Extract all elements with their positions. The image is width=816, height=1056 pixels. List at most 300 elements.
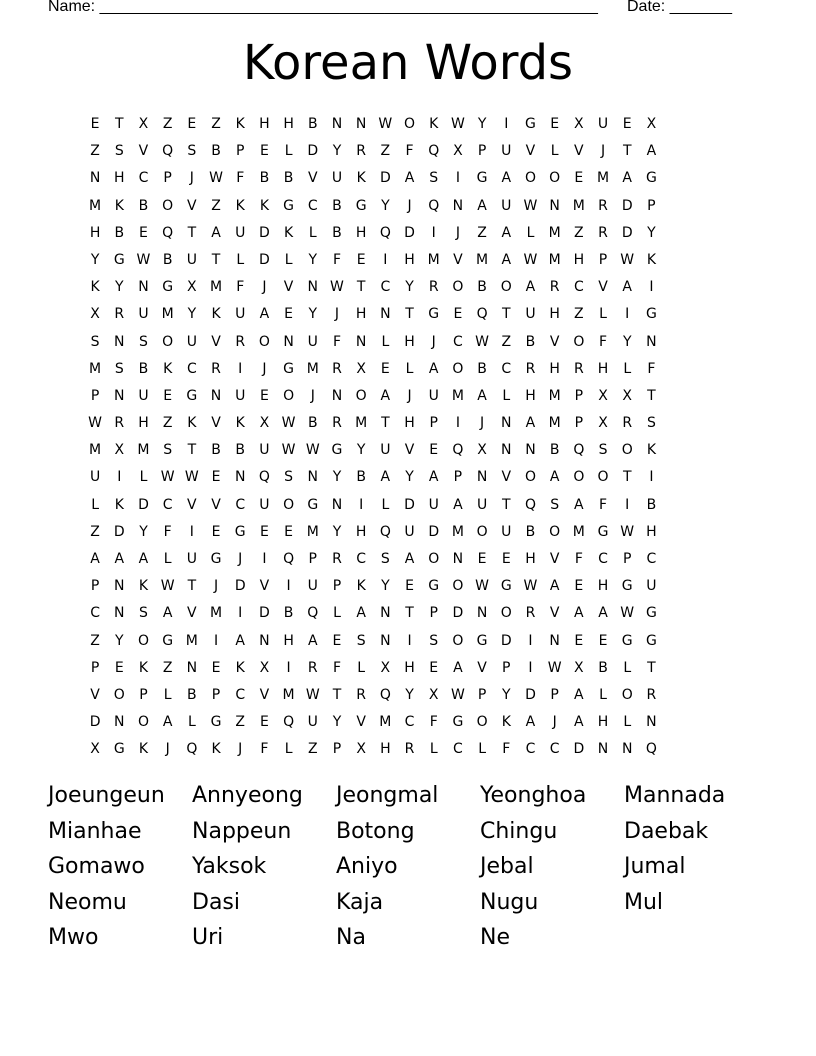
grid-letter: H	[597, 578, 609, 595]
grid-letter: R	[549, 279, 560, 296]
grid-letter: Y	[356, 442, 366, 459]
grid-letter: Z	[162, 415, 173, 432]
grid-letter: I	[649, 279, 654, 296]
grid-letter: M	[306, 523, 319, 540]
grid-letter: Y	[187, 306, 197, 323]
grid-letter: N	[114, 578, 125, 595]
grid-letter: X	[646, 116, 657, 132]
grid-letter: C	[356, 551, 367, 567]
grid-letter: H	[114, 170, 125, 187]
grid-letter: A	[259, 306, 270, 323]
grid-letter: L	[623, 714, 632, 731]
grid-letter: J	[189, 170, 194, 187]
grid-letter: E	[139, 224, 148, 241]
grid-letter: M	[596, 170, 610, 187]
grid-letter: D	[259, 251, 270, 268]
grid-letter: L	[163, 686, 172, 703]
grid-letter: T	[187, 442, 197, 459]
grid-letter: K	[235, 116, 245, 132]
grid-letter: T	[502, 496, 511, 513]
grid-letter: C	[138, 170, 149, 187]
grid-letter: P	[235, 143, 245, 160]
grid-letter: K	[356, 578, 366, 595]
grid-letter: C	[598, 551, 608, 567]
grid-letter: V	[187, 496, 197, 513]
grid-letter: X	[138, 116, 149, 132]
grid-letter: J	[552, 714, 557, 731]
grid-letter: G	[525, 116, 536, 132]
grid-letter: A	[598, 605, 608, 622]
grid-letter: I	[238, 360, 243, 377]
grid-letter: V	[356, 714, 366, 731]
grid-letter: Z	[90, 143, 100, 160]
grid-letter: G	[597, 523, 609, 540]
grid-letter: B	[477, 279, 487, 296]
grid-letter: D	[89, 714, 101, 731]
grid-letter: P	[332, 741, 342, 758]
grid-letter: Z	[90, 523, 100, 540]
grid-letter: W	[209, 170, 223, 187]
grid-letter: L	[284, 251, 293, 268]
grid-letter: T	[647, 659, 656, 676]
grid-letter: L	[502, 387, 511, 404]
grid-letter: Q	[258, 469, 270, 486]
grid-letter: N	[114, 333, 125, 350]
grid-letter: M	[451, 523, 464, 540]
grid-letter: D	[113, 523, 125, 540]
grid-letter: V	[525, 143, 536, 160]
grid-letter: F	[236, 279, 245, 296]
grid-letter: O	[452, 578, 464, 595]
grid-letter: W	[450, 116, 465, 132]
grid-row	[83, 519, 743, 546]
grid-letter: S	[429, 632, 439, 649]
grid-letter: C	[453, 333, 463, 350]
grid-letter: M	[451, 387, 464, 404]
grid-letter: Y	[90, 251, 100, 268]
grid-letter: V	[549, 551, 560, 567]
grid-letter: M	[185, 632, 198, 649]
grid-letter: N	[380, 605, 391, 622]
word-list-item: Gomawo	[48, 854, 145, 879]
grid-letter: W	[620, 251, 635, 268]
grid-letter: U	[646, 578, 657, 595]
grid-letter: G	[645, 306, 657, 323]
grid-letter: M	[379, 714, 392, 731]
grid-row	[83, 165, 743, 192]
grid-letter: T	[211, 251, 221, 268]
grid-letter: G	[428, 578, 440, 595]
word-list-item: Jebal	[480, 854, 534, 879]
grid-letter: C	[573, 279, 584, 296]
grid-letter: N	[380, 306, 391, 323]
grid-letter: E	[574, 578, 584, 595]
grid-letter: B	[114, 224, 125, 241]
grid-letter: S	[646, 415, 656, 432]
grid-letter: P	[647, 197, 656, 214]
grid-letter: A	[162, 605, 173, 622]
grid-letter: M	[137, 442, 150, 459]
grid-letter: J	[262, 279, 267, 296]
grid-letter: A	[549, 469, 560, 486]
grid-letter: D	[259, 224, 270, 241]
grid-letter: G	[307, 496, 319, 513]
grid-letter: M	[89, 360, 102, 377]
grid-letter: Z	[380, 143, 391, 160]
grid-letter: N	[234, 469, 246, 486]
word-list-item: Dasi	[192, 889, 240, 915]
grid-letter: N	[138, 279, 149, 296]
grid-letter: L	[333, 605, 341, 622]
grid-letter: U	[404, 523, 415, 540]
grid-letter: U	[476, 496, 488, 513]
word-list-item: Nugu	[480, 889, 539, 915]
grid-letter: M	[548, 251, 561, 268]
grid-letter: B	[332, 197, 342, 214]
grid-letter: K	[211, 306, 221, 323]
grid-letter: I	[528, 632, 533, 649]
grid-letter: U	[428, 387, 439, 404]
grid-letter: Q	[283, 551, 295, 567]
grid-letter: F	[332, 333, 341, 350]
grid-letter: Z	[477, 224, 487, 241]
grid-letter: Z	[501, 333, 512, 350]
word-list-item: Mannada	[624, 783, 726, 808]
grid-letter: X	[477, 442, 487, 459]
grid-letter: K	[138, 741, 149, 758]
word-list-item: Yaksok	[192, 854, 267, 879]
word-list-item: Ne	[480, 925, 510, 950]
grid-letter: D	[525, 686, 536, 703]
grid-letter: A	[453, 496, 463, 513]
grid-letter: R	[332, 415, 342, 432]
grid-letter: H	[404, 415, 415, 432]
grid-letter: F	[260, 741, 269, 758]
grid-letter: N	[646, 714, 657, 731]
grid-letter: C	[453, 741, 463, 758]
grid-letter: Q	[379, 523, 391, 540]
grid-row	[83, 736, 743, 763]
grid-letter: N	[331, 496, 343, 513]
grid-letter: V	[477, 659, 487, 676]
grid-letter: D	[621, 224, 633, 241]
grid-letter: N	[525, 442, 536, 459]
grid-letter: N	[331, 387, 343, 404]
grid-letter: C	[186, 360, 197, 377]
grid-row	[83, 356, 743, 383]
grid-letter: Y	[405, 469, 414, 486]
grid-letter: B	[332, 224, 342, 241]
grid-letter: Y	[115, 632, 124, 649]
grid-letter: R	[646, 686, 657, 703]
grid-letter: H	[283, 632, 294, 649]
grid-letter: B	[283, 170, 294, 187]
grid-letter: R	[114, 306, 125, 323]
grid-letter: E	[114, 659, 124, 676]
grid-letter: A	[428, 469, 439, 486]
grid-letter: Q	[307, 605, 319, 622]
grid-letter: D	[573, 741, 585, 758]
grid-letter: O	[476, 523, 488, 540]
grid-letter: C	[162, 496, 173, 513]
grid-letter: W	[378, 116, 393, 132]
grid-letter: N	[307, 469, 319, 486]
grid-letter: M	[161, 306, 174, 323]
grid-letter: G	[452, 714, 464, 731]
grid-letter: P	[622, 551, 632, 567]
grid-letter: R	[356, 143, 367, 160]
grid-letter: Q	[645, 741, 657, 758]
grid-letter: O	[524, 469, 536, 486]
grid-letter: C	[235, 686, 246, 703]
grid-letter: Y	[502, 686, 511, 703]
grid-letter: M	[548, 415, 561, 432]
grid-row	[83, 410, 743, 437]
grid-letter: T	[405, 605, 414, 622]
grid-letter: P	[332, 578, 342, 595]
grid-letter: U	[138, 387, 149, 404]
grid-letter: A	[525, 279, 536, 296]
grid-letter: P	[90, 578, 100, 595]
grid-letter: E	[211, 469, 221, 486]
grid-letter: V	[549, 605, 560, 622]
grid-letter: X	[428, 686, 439, 703]
grid-letter: J	[310, 387, 315, 404]
grid-letter: F	[236, 170, 245, 187]
grid-letter: E	[284, 306, 294, 323]
word-list-item: Jumal	[624, 854, 686, 879]
grid-letter: U	[428, 496, 439, 513]
grid-letter: C	[501, 360, 512, 377]
grid-letter: N	[114, 387, 125, 404]
grid-letter: F	[502, 741, 511, 758]
grid-letter: I	[455, 170, 460, 187]
grid-letter: K	[646, 442, 656, 459]
grid-letter: U	[259, 496, 270, 513]
word-list-item: Na	[336, 925, 366, 950]
grid-letter: D	[621, 197, 633, 214]
grid-letter: Y	[381, 578, 390, 595]
grid-letter: A	[646, 143, 657, 160]
grid-letter: T	[405, 306, 414, 323]
grid-letter: M	[476, 251, 489, 268]
grid-letter: U	[525, 306, 536, 323]
grid-letter: W	[281, 415, 296, 432]
grid-letter: P	[502, 659, 511, 676]
grid-letter: Y	[477, 116, 487, 132]
grid-letter: T	[356, 279, 366, 296]
grid-letter: Y	[405, 686, 414, 703]
word-list-item: Mwo	[48, 925, 99, 950]
grid-letter: E	[163, 387, 173, 404]
grid-letter: I	[625, 496, 630, 513]
grid-letter: S	[550, 496, 560, 513]
grid-letter: N	[307, 279, 319, 296]
grid-row	[83, 628, 743, 655]
grid-letter: P	[308, 551, 317, 567]
grid-letter: P	[211, 686, 221, 703]
grid-letter: L	[526, 224, 535, 241]
grid-letter: W	[450, 686, 465, 703]
grid-letter: N	[501, 415, 512, 432]
grid-letter: K	[138, 659, 149, 676]
word-list-item: Jeongmal	[336, 783, 439, 808]
grid-letter: L	[284, 741, 293, 758]
grid-letter: A	[622, 279, 632, 296]
grid-letter: N	[331, 116, 343, 132]
grid-letter: E	[332, 632, 342, 649]
grid-letter: U	[138, 306, 149, 323]
grid-letter: U	[89, 469, 101, 486]
grid-letter: K	[187, 415, 197, 432]
grid-letter: L	[623, 360, 632, 377]
grid-letter: R	[573, 360, 584, 377]
grid-letter: S	[380, 551, 390, 567]
grid-letter: W	[305, 442, 320, 459]
grid-letter: B	[549, 442, 560, 459]
grid-letter: E	[187, 116, 197, 132]
grid-letter: V	[574, 143, 584, 160]
grid-letter: N	[380, 632, 391, 649]
grid-letter: Z	[574, 306, 584, 323]
grid-letter: K	[356, 170, 366, 187]
grid-letter: I	[213, 632, 219, 649]
grid-letter: V	[138, 143, 149, 160]
grid-letter: A	[525, 415, 536, 432]
grid-letter: B	[307, 116, 318, 132]
grid-row	[83, 655, 743, 682]
grid-letter: A	[380, 469, 391, 486]
grid-letter: S	[429, 170, 439, 187]
grid-letter: G	[645, 632, 657, 649]
grid-letter: K	[284, 224, 294, 241]
grid-letter: Q	[162, 143, 174, 160]
grid-letter: E	[453, 306, 463, 323]
grid-letter: O	[355, 387, 367, 404]
grid-letter: O	[137, 714, 149, 731]
grid-letter: Q	[283, 714, 295, 731]
grid-letter: I	[286, 578, 291, 595]
grid-letter: V	[90, 686, 100, 703]
grid-letter: H	[355, 306, 367, 323]
grid-letter: P	[163, 170, 172, 187]
grid-letter: Q	[379, 224, 391, 241]
grid-letter: Q	[428, 197, 440, 214]
grid-letter: A	[356, 605, 366, 622]
grid-letter: R	[598, 224, 608, 241]
grid-letter: Q	[186, 741, 198, 758]
grid-letter: E	[622, 116, 632, 132]
grid-letter: I	[286, 659, 291, 676]
grid-letter: V	[307, 170, 318, 187]
grid-letter: J	[431, 333, 436, 350]
grid-letter: L	[284, 143, 293, 160]
grid-letter: B	[356, 469, 366, 486]
grid-letter: T	[187, 224, 197, 241]
grid-letter: R	[428, 279, 439, 296]
grid-letter: P	[574, 415, 584, 432]
grid-letter: A	[574, 714, 584, 731]
grid-letter: D	[259, 605, 270, 622]
grid-letter: Z	[162, 659, 173, 676]
grid-letter: T	[381, 415, 390, 432]
grid-letter: O	[428, 551, 440, 567]
grid-letter: N	[501, 442, 512, 459]
grid-letter: M	[209, 279, 223, 296]
grid-letter: W	[88, 415, 103, 432]
grid-letter: J	[334, 306, 340, 323]
grid-row	[83, 600, 743, 627]
grid-letter: X	[90, 306, 100, 323]
grid-letter: I	[117, 469, 122, 486]
grid-row	[83, 247, 743, 274]
grid-letter: T	[647, 387, 656, 404]
grid-letter: O	[500, 605, 512, 622]
grid-letter: Z	[90, 632, 100, 649]
grid-letter: O	[573, 469, 585, 486]
grid-letter: A	[307, 632, 318, 649]
grid-letter: Z	[211, 197, 221, 214]
word-list-item: Joeungeun	[48, 783, 165, 808]
grid-letter: I	[189, 523, 194, 540]
grid-letter: J	[455, 224, 460, 241]
grid-letter: X	[259, 659, 270, 676]
grid-letter: G	[500, 578, 512, 595]
grid-letter: O	[500, 279, 512, 296]
grid-letter: G	[283, 197, 295, 214]
grid-letter: W	[330, 279, 344, 296]
name-field-label: Name: ________________________________________________________	[48, 0, 598, 15]
grid-letter: B	[187, 686, 197, 703]
grid-letter: H	[404, 659, 415, 676]
grid-letter: R	[307, 659, 318, 676]
word-list-item: Chingu	[480, 818, 558, 844]
grid-letter: Z	[162, 116, 173, 132]
grid-letter: V	[259, 578, 270, 595]
grid-letter: B	[646, 496, 657, 513]
grid-letter: T	[115, 116, 124, 132]
grid-letter: A	[404, 170, 415, 187]
grid-letter: V	[259, 686, 270, 703]
grid-letter: S	[90, 333, 100, 350]
grid-letter: L	[623, 659, 632, 676]
grid-letter: J	[165, 741, 170, 758]
grid-letter: Y	[332, 143, 342, 160]
grid-letter: U	[186, 333, 197, 350]
grid-letter: K	[235, 659, 245, 676]
grid-letter: X	[380, 659, 391, 676]
grid-letter: A	[501, 251, 512, 268]
grid-letter: H	[89, 224, 101, 241]
grid-letter: G	[162, 279, 174, 296]
grid-letter: W	[136, 251, 151, 268]
grid-letter: P	[453, 469, 463, 486]
grid-letter: Q	[524, 496, 536, 513]
grid-letter: B	[138, 197, 149, 214]
grid-letter: F	[599, 333, 608, 350]
grid-letter: N	[355, 116, 367, 132]
grid-letter: F	[163, 523, 172, 540]
grid-letter: O	[137, 632, 149, 649]
grid-letter: R	[114, 415, 125, 432]
grid-letter: I	[625, 306, 630, 323]
grid-letter: T	[622, 143, 632, 160]
grid-letter: U	[307, 333, 318, 350]
grid-letter: U	[259, 442, 270, 459]
grid-letter: Y	[405, 279, 414, 296]
grid-letter: U	[331, 170, 343, 187]
grid-letter: K	[235, 415, 245, 432]
